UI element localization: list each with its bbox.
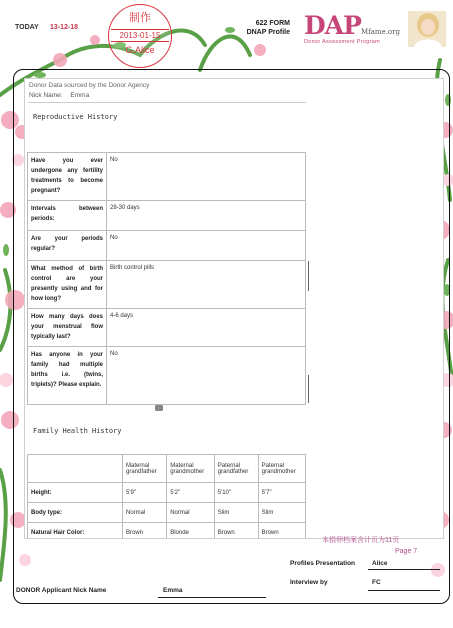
document-page[interactable] (24, 78, 444, 539)
answer-cell: 28-30 days (107, 201, 306, 231)
page-break-marker (155, 405, 163, 411)
table-cell: Blonde (167, 523, 215, 540)
reproductive-history-table (27, 152, 306, 405)
table-cell: Brown (123, 523, 167, 540)
question-cell: What method of birth control are your presently using and for how long? (28, 261, 107, 309)
table-row (28, 153, 306, 201)
dap-logo (304, 11, 400, 45)
signature-line (158, 597, 266, 598)
meta-divider (28, 102, 306, 103)
today-date: 13-12-18 (50, 24, 79, 31)
table-cell: Brown (214, 523, 258, 540)
table-row (28, 201, 306, 231)
table-row (28, 483, 306, 503)
question-cell: Have you ever undergone any fertility treatments to become pregnant? (28, 153, 107, 201)
table-cell: Normal (123, 503, 167, 523)
table-header-row (28, 455, 306, 483)
table-cell: 5'9" (123, 483, 167, 503)
question-cell: Are your periods regular? (28, 231, 107, 261)
nick-name-value: Emma (70, 92, 90, 99)
question-cell: Has anyone in your family had multiple births i.e. (twins, triplets)? Please explain. (28, 347, 107, 405)
table-cell: Slim (258, 503, 305, 523)
logo-main: DAP (304, 11, 361, 40)
nick-name-label: Nick Name: (29, 92, 63, 99)
avatar-illustration (408, 11, 446, 47)
family-history-title: Family Health History (33, 427, 122, 435)
interview-by-label: Interview by (290, 579, 328, 586)
page-number: Page 7 (395, 548, 418, 555)
profiles-presentation-value: Alice (372, 560, 388, 567)
scroll-indicator (308, 261, 309, 291)
table-cell: Slim (214, 503, 258, 523)
table-cell: Brown (258, 523, 305, 540)
avatar-photo (408, 11, 446, 47)
column-header: Paternal grandfather (214, 455, 258, 483)
table-row (28, 231, 306, 261)
table-row (28, 523, 306, 540)
scroll-indicator (308, 375, 309, 403)
table-row (28, 347, 306, 405)
interview-by-value: FC (372, 579, 381, 586)
signature-line (368, 590, 440, 591)
source-line: Donor Data sourced by the Donor Agency (29, 82, 150, 89)
table-cell: 5'10" (214, 483, 258, 503)
header-empty-cell (28, 455, 123, 483)
logo-domain: Mfame.org (361, 28, 400, 36)
today-label: TODAY (15, 24, 39, 31)
row-label: Height: (28, 483, 123, 503)
approval-stamp (108, 4, 172, 68)
table-row (28, 261, 306, 309)
question-cell: How many days does your menstrual flow typically last? (28, 309, 107, 347)
page-count-note: 本捐卵档案含计页为11页 (322, 537, 400, 544)
form-subtitle: DNAP Profile (246, 29, 290, 36)
signature-line (368, 569, 440, 570)
reproductive-history-title: Reproductive History (33, 113, 118, 121)
stamp-name: G.Alice (125, 45, 155, 55)
form-number: 622 FORM (255, 20, 290, 27)
form-title (236, 19, 290, 37)
stamp-top-text: 制作 (129, 11, 151, 24)
answer-cell: 4-6 days (107, 309, 306, 347)
table-cell: 5'7" (258, 483, 305, 503)
row-label: Body type: (28, 503, 123, 523)
family-history-table (27, 454, 306, 539)
profiles-presentation-label: Profiles Presentation (290, 560, 356, 567)
donor-nick-name-label: DONOR Applicant Nick Name (16, 587, 107, 594)
logo-tagline: Donor Assessment Program (304, 39, 380, 45)
column-header: Maternal grandfather (123, 455, 167, 483)
column-header: Maternal grandmother (167, 455, 215, 483)
answer-cell: No (107, 347, 306, 405)
table-cell: 5'2" (167, 483, 215, 503)
column-header: Paternal grandmother (258, 455, 305, 483)
table-cell: Normal (167, 503, 215, 523)
nick-name-line (29, 92, 89, 99)
answer-cell: Birth control pills (107, 261, 306, 309)
row-label: Natural Hair Color: (28, 523, 123, 540)
donor-nick-name-value: Emma (163, 587, 183, 594)
question-cell: Intervals between periods: (28, 201, 107, 231)
table-row (28, 503, 306, 523)
table-row (28, 309, 306, 347)
answer-cell: No (107, 231, 306, 261)
answer-cell: No (107, 153, 306, 201)
stamp-date: 2013-01-15 (111, 29, 169, 42)
